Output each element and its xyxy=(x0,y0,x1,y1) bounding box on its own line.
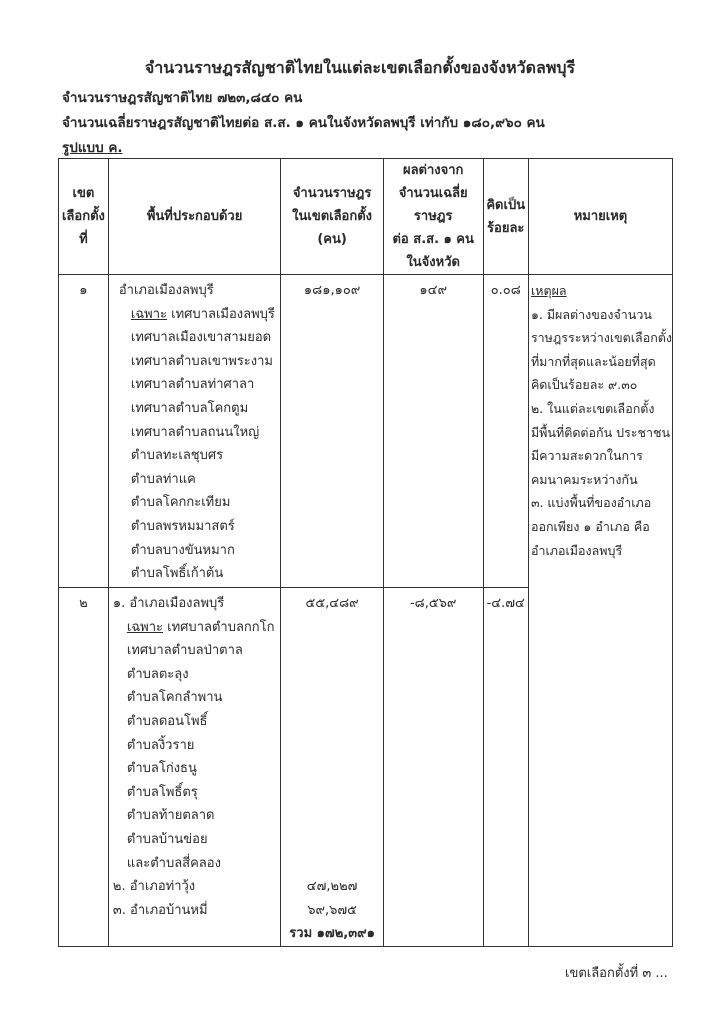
area-item: ๑. อำเภอเมืองลพบุรี xyxy=(112,596,225,611)
only-label: เฉพาะ xyxy=(126,619,164,635)
difference-value: ๑๔๙ xyxy=(383,275,483,588)
spacer xyxy=(281,804,383,828)
header-population xyxy=(281,159,384,275)
spacer xyxy=(281,757,383,781)
area-item: ตำบลบ้านข่อย xyxy=(126,831,208,847)
remarks-line: คมนาคมระหว่างกัน xyxy=(530,471,638,487)
document-title: จำนวนราษฎรสัญชาติไทยในแต่ละเขตเลือกตั้งของจังหวัดลพบุรี xyxy=(144,58,576,77)
area-item: เทศบาลเมืองเขาสามยอด xyxy=(130,330,272,346)
header-text: ในเขตเลือกตั้ง xyxy=(292,209,373,224)
district-number: ๑ xyxy=(59,275,109,588)
spacer xyxy=(281,710,383,734)
header-text: ผลต่างจาก xyxy=(402,163,464,178)
percent-value: ๐.๐๘ xyxy=(483,275,528,588)
population-value: ๑๘๑,๑๐๙ xyxy=(281,275,384,588)
area-item: เทศบาลตำบลท่าศาลา xyxy=(130,377,255,393)
header-text: เขต xyxy=(72,186,95,201)
remarks-line: ที่มากที่สุดและน้อยที่สุด xyxy=(530,353,656,369)
district-number: ๒ xyxy=(59,588,109,947)
remarks-line: มีพื้นที่ติดต่อกัน ประชาชน xyxy=(530,424,671,440)
area-item: และตำบลสี่คลอง xyxy=(126,855,221,871)
area-item: ตำบลโก่งธนู xyxy=(126,761,197,777)
spacer xyxy=(281,686,383,710)
area-item: ๒. อำเภอท่าวุ้ง xyxy=(112,879,196,895)
area-item: ตำบลดอนโพธิ์ xyxy=(126,713,208,729)
area-item: ตำบลตะลุง xyxy=(126,666,189,682)
remarks-line: ๓. แบ่งพื้นที่ของอำเภอ xyxy=(530,495,652,511)
area-item xyxy=(109,303,280,327)
population-value: ๖๙,๖๗๕ xyxy=(307,902,357,918)
header-percent xyxy=(483,159,528,275)
area-item: เทศบาลตำบลถนนใหญ่ xyxy=(130,424,260,440)
total-population: รวม ๑๗๒,๓๙๑ xyxy=(289,926,375,942)
header-text: คิดเป็น xyxy=(486,197,526,213)
remarks-line: มีความสะดวกในการ xyxy=(530,448,643,464)
area-item: ๓. อำเภอบ้านหมี่ xyxy=(112,902,208,918)
remarks-line: ออกเพียง ๑ อำเภอ คือ xyxy=(530,518,650,534)
area-list xyxy=(108,588,280,947)
header-difference xyxy=(383,159,483,275)
only-label: เฉพาะ xyxy=(130,306,168,322)
area-item: เทศบาลตำบลป่าตาล xyxy=(126,643,243,659)
population-value: ๔๗,๒๒๗ xyxy=(306,879,358,895)
header-text: ที่ xyxy=(79,232,88,247)
area-item: ตำบลท้ายตลาด xyxy=(126,808,215,824)
remarks-cell xyxy=(528,275,672,947)
area-name: เทศบาลเมืองลพบุรี xyxy=(171,306,275,322)
area-item: เทศบาลตำบลเขาพระงาม xyxy=(130,353,273,369)
remarks-line: ๑. มีผลต่างของจำนวน xyxy=(530,306,652,322)
spacer xyxy=(281,663,383,687)
average-population-line: จำนวนเฉลี่ยราษฎรสัญชาติไทยต่อ ส.ส. ๑ คนในจังหวัดลพบุรี เท่ากับ ๑๘๐,๙๖๐ คน xyxy=(62,115,545,131)
district-table xyxy=(58,158,673,947)
population-column xyxy=(281,588,384,947)
area-item: ตำบลท่าแค xyxy=(130,471,196,487)
spacer xyxy=(281,639,383,663)
area-name: เทศบาลตำบลกกโก xyxy=(167,619,275,635)
spacer xyxy=(281,852,383,876)
area-item: ตำบลโคกลำพาน xyxy=(126,690,223,706)
header-text: ต่อ ส.ส. ๑ คน xyxy=(392,232,474,247)
area-list xyxy=(108,275,280,588)
spacer xyxy=(281,828,383,852)
total-population-line: จำนวนราษฎรสัญชาติไทย ๗๒๓,๘๔๐ คน xyxy=(62,90,303,106)
area-item: ตำบลโพธิ์ตรุ xyxy=(126,784,198,800)
remarks-line: อำเภอเมืองลพบุรี xyxy=(530,542,623,558)
remarks-heading: เหตุผล xyxy=(530,283,567,298)
table-header xyxy=(59,159,673,275)
header-area: พื้นที่ประกอบด้วย xyxy=(108,159,280,275)
page-continuation: เขตเลือกตั้งที่ ๓ ... xyxy=(565,966,668,981)
spacer xyxy=(281,781,383,805)
format-label: รูปแบบ ค. xyxy=(62,140,123,156)
header-text: เลือกตั้ง xyxy=(61,209,105,224)
area-item: ตำบลทะเลชุบศร xyxy=(130,448,224,464)
population-value: ๕๕,๔๘๙ xyxy=(305,596,359,611)
header-text: ราษฎร xyxy=(413,209,453,224)
area-item: เทศบาลตำบลโคกตูม xyxy=(130,400,249,416)
area-item: ตำบลโพธิ์เก้าต้น xyxy=(130,566,224,582)
spacer xyxy=(281,616,383,640)
area-item: อำเภอเมืองลพบุรี xyxy=(118,283,214,298)
header-remarks: หมายเหตุ xyxy=(528,159,672,275)
header-text: ร้อยละ xyxy=(487,220,525,236)
table-row xyxy=(59,275,673,588)
area-item: ตำบลบางขันหมาก xyxy=(130,542,235,558)
percent-value: -๔.๗๔ xyxy=(483,588,528,947)
header-text: จำนวนราษฎร xyxy=(292,186,372,201)
remarks-line: ๒. ในแต่ละเขตเลือกตั้ง xyxy=(530,400,655,416)
header-district xyxy=(59,159,109,275)
area-item: ตำบลงิ้วราย xyxy=(126,737,195,753)
area-item: ตำบลโคกกะเทียม xyxy=(130,495,231,511)
header-text: จำนวนเฉลี่ย xyxy=(398,186,468,201)
remarks-line: คิดเป็นร้อยละ ๙.๓๐ xyxy=(530,377,638,393)
area-item xyxy=(109,616,280,640)
remarks-line: ราษฎรระหว่างเขตเลือกตั้ง xyxy=(530,330,672,346)
area-item: ตำบลพรหมมาสตร์ xyxy=(130,518,235,534)
spacer xyxy=(281,734,383,758)
header-text: (คน) xyxy=(317,232,347,247)
difference-value: -๘,๕๖๙ xyxy=(383,588,483,947)
header-text: ในจังหวัด xyxy=(406,255,460,270)
